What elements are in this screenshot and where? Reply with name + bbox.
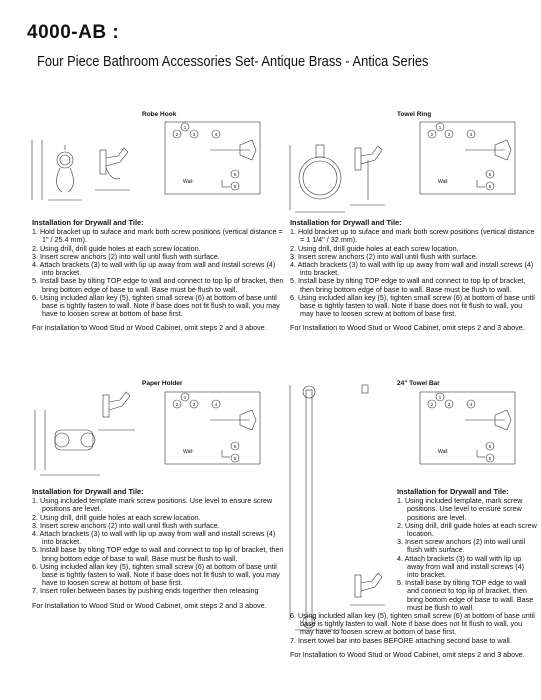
instruction-step: 4. Attach brackets (3) to wall with lip up away from wall and install screws (4) into bracket.	[290, 260, 534, 278]
instruction-step: 6. Using included allan key (5), tighten small screw (6) at bottom of base until base is tightly fasten to wall. Note if base does not fit flush to wall, you may have to loosen screw at bottom of base first.	[290, 611, 535, 637]
callout-4: 4	[469, 132, 473, 137]
instruction-step: 2. Using drill, drill guide holes at each screw location.	[32, 512, 201, 522]
wall-label: Wall	[438, 179, 448, 185]
instructions-heading: Installation for Drywall and Tile:	[32, 218, 144, 227]
callout-2: 2	[430, 132, 434, 137]
callout-3: 3	[192, 402, 196, 407]
instruction-step: 5. Install base by tilting TOP edge to wall and connect to top lip of bracket, then bring bottom edge of base to wall. Base must be flush to wall.	[32, 276, 284, 294]
panel-title-robe-hook: Robe Hook	[142, 111, 177, 118]
instruction-step: 7. Insert towel bar into bases BEFORE attaching second base to wall.	[290, 635, 512, 645]
instruction-step: 3. Insert screw anchors (2) into wall until flush with surface.	[32, 251, 220, 261]
callout-5: 5	[233, 184, 237, 189]
callout-3: 3	[192, 132, 196, 137]
robe-hook-side-view	[95, 148, 130, 190]
callout-5: 5	[488, 456, 492, 461]
instruction-step: 2. Using drill, drill guide holes at each screw location.	[290, 243, 459, 253]
instructions-robe-hook	[32, 219, 287, 333]
callout-4: 4	[214, 132, 218, 137]
instruction-step: 6. Using included allan key (5), tighten small screw (6) at bottom of base until base is tightly fasten to wall. Note if base does not fit flush to wall, you may have to loosen screw at bottom of base first.	[32, 561, 280, 588]
instruction-step: 4. Attach brackets (3) to wall with lip up away from wall and install screws (4) into bracket.	[32, 260, 276, 278]
panel-title-paper-holder: Paper Holder	[142, 380, 183, 387]
instruction-step: 1. Using included template, mark screw positions. Use level to ensure screw positions are level.	[397, 496, 523, 522]
robe-hook-front-view	[32, 140, 82, 200]
instructions-towel-ring	[290, 219, 535, 333]
callout-2: 2	[175, 132, 179, 137]
callout-3: 3	[447, 132, 451, 137]
instructions-towel-bar	[290, 488, 535, 659]
instructions-heading: Installation for Drywall and Tile:	[32, 487, 144, 496]
installation-note: For Installation to Wood Stud or Wood Cabinet, omit steps 2 and 3 above.	[32, 323, 267, 333]
panel-title-towel-ring: Towel Ring	[397, 111, 432, 118]
instruction-step: 5. Install base by tilting TOP edge to wall and connect to top lip of bracket, then bring bottom edge of base to wall. Base must be flush to wall.	[290, 276, 526, 294]
callout-2: 2	[175, 402, 179, 407]
installation-note: For Installation to Wood Stud or Wood Cabinet, omit steps 2 and 3 above.	[290, 323, 525, 333]
callout-2: 2	[430, 402, 434, 407]
page-subtitle: Four Piece Bathroom Accessories Set- Antique Brass - Antica Series	[37, 53, 429, 70]
panel-title-towel-bar: 24" Towel Bar	[397, 380, 440, 387]
callout-5: 5	[488, 184, 492, 189]
instructions-paper-holder	[32, 488, 287, 610]
callout-3: 3	[447, 402, 451, 407]
instruction-step: 3. Insert screw anchors (2) into wall until flush with surface.	[290, 251, 478, 261]
instructions-heading: Installation for Drywall and Tile:	[290, 218, 402, 227]
callout-1: 1	[438, 125, 442, 130]
callout-6: 6	[233, 444, 237, 449]
installation-note: For Installation to Wood Stud or Wood Cabinet, omit steps 2 and 3 above.	[290, 649, 525, 659]
instruction-step: 1. Hold bracket up to suface and mark both screw positions (vertical distance = 1 1/4" / 32 mm).	[290, 227, 535, 245]
instruction-step: 6. Using included allan key (5), tighten small screw (6) at bottom of base until base is tightly fasten to wall. Note if base does not fit flush to wall, you may have to loosen screw at bottom of base first.	[32, 292, 280, 319]
callout-6: 6	[233, 172, 237, 177]
instruction-step: 4. Attach brackets (3) to wall with lip up away from wall and install screws (4) into bracket.	[397, 553, 525, 580]
callout-1: 1	[183, 395, 187, 400]
instruction-step: 2. Using drill, drill guide holes at each screw location.	[32, 243, 201, 253]
wall-label: Wall	[183, 449, 193, 455]
instruction-step: 1. Using included template mark screw positions. Use level to ensure screw positions are level.	[32, 496, 273, 514]
callout-1: 1	[438, 395, 442, 400]
wall-label: Wall	[438, 449, 448, 455]
instruction-step: 5. Install base by tilting TOP edge to wall and connect to top lip of bracket, then bring bottom edge of base to wall. Base must be flush to wall.	[32, 545, 284, 563]
callout-1: 1	[183, 125, 187, 130]
wall-label: Wall	[183, 179, 193, 185]
instruction-step: 3. Insert screw anchors (2) into wall until flush with surface.	[32, 520, 220, 530]
towel-ring-side-view	[350, 146, 385, 205]
instruction-step: 7. Insert roller between bases by pushing ends togerther then releasing	[32, 586, 259, 596]
instruction-step: 3. Insert screw anchors (2) into wall until flush with surface.	[397, 537, 526, 555]
callout-4: 4	[214, 402, 218, 407]
callout-5: 5	[233, 456, 237, 461]
instruction-step: 1. Hold bracket up to suface and mark both screw positions (vertical distance = 1" / 25.4 mm).	[32, 227, 283, 245]
callout-4: 4	[469, 402, 473, 407]
instructions-heading: Installation for Drywall and Tile:	[397, 487, 509, 496]
instruction-step: 6. Using included allan key (5), tighten small screw (6) at bottom of base until base is tightly fasten to wall. Note if base does not fit flush to wall, you may have to loosen screw at bottom of base first.	[290, 292, 535, 319]
model-number: 4000-AB :	[27, 22, 120, 43]
callout-6: 6	[488, 444, 492, 449]
paper-holder-side-view	[98, 392, 135, 430]
paper-holder-front-view	[35, 410, 100, 475]
instruction-step: 5. Install base by tilting TOP edge to wall and connect to top lip of bracket, then bring bottom edge of base to wall. Base must be flush to wall.	[397, 578, 534, 612]
instruction-step: 2. Using drill, drill guide holes at each screw location.	[397, 520, 537, 539]
installation-note: For Installation to Wood Stud or Wood Cabinet, omit steps 2 and 3 above.	[32, 600, 267, 610]
callout-6: 6	[488, 172, 492, 177]
instruction-step: 4. Attach brackets (3) to wall with lip up away from wall and install screws (4) into bracket.	[32, 529, 276, 547]
towel-ring-front-view	[290, 145, 345, 212]
